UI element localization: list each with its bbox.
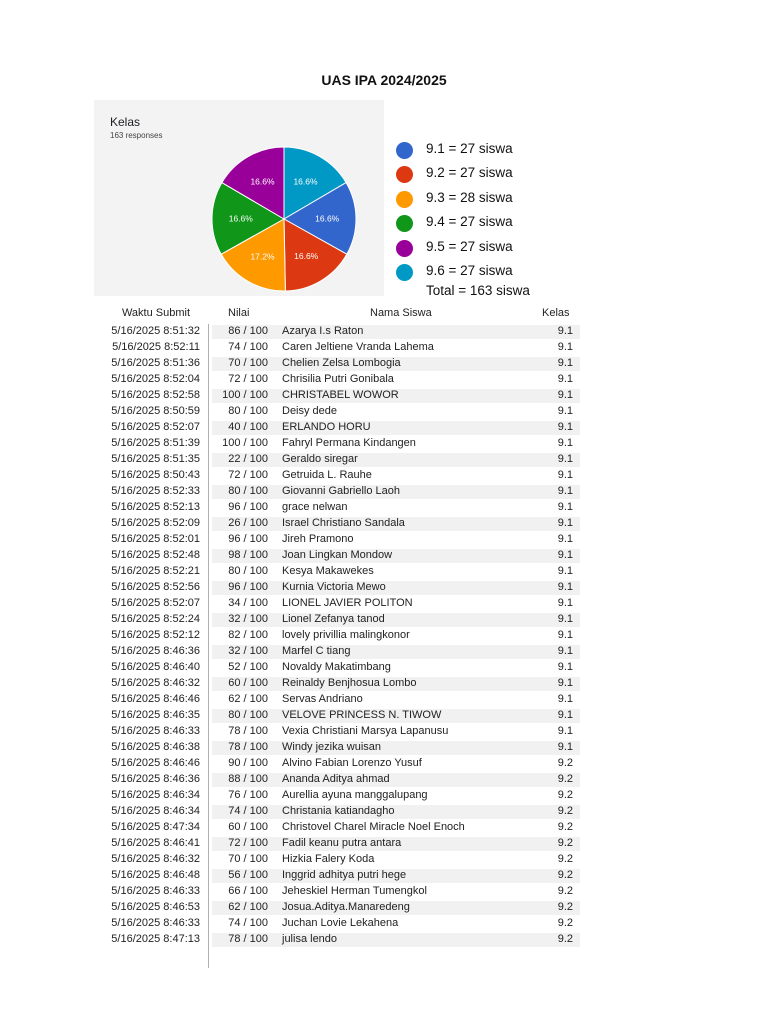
cell-nama-siswa: Hizkia Falery Koda: [282, 853, 375, 865]
cell-nilai: 62 / 100: [228, 693, 268, 705]
cell-kelas: 9.1: [557, 469, 573, 481]
cell-nama-siswa: Novaldy Makatimbang: [282, 661, 391, 673]
cell-waktu-submit: 5/16/2025 8:47:34: [111, 821, 200, 833]
table-row: [94, 516, 582, 532]
cell-nilai: 52 / 100: [228, 661, 268, 673]
cell-waktu-submit: 5/16/2025 8:52:09: [111, 517, 200, 529]
pie-label-9.4: 16.6%: [228, 213, 253, 224]
cell-nilai: 72 / 100: [228, 373, 268, 385]
cell-nilai: 90 / 100: [228, 757, 268, 769]
cell-kelas: 9.1: [557, 661, 573, 673]
cell-kelas: 9.1: [557, 373, 573, 385]
cell-nilai: 98 / 100: [228, 549, 268, 561]
cell-kelas: 9.1: [557, 581, 573, 593]
table-header: [94, 306, 582, 324]
legend-label: 9.3 = 28 siswa: [426, 189, 513, 205]
cell-waktu-submit: 5/16/2025 8:52:58: [111, 389, 200, 401]
cell-kelas: 9.1: [557, 533, 573, 545]
table-row: [94, 356, 582, 372]
cell-waktu-submit: 5/16/2025 8:46:32: [111, 677, 200, 689]
table-row: [94, 868, 582, 884]
cell-kelas: 9.1: [557, 645, 573, 657]
cell-nama-siswa: Inggrid adhitya putri hege: [282, 869, 407, 881]
cell-waktu-submit: 5/16/2025 8:51:32: [111, 325, 200, 337]
cell-waktu-submit: 5/16/2025 8:52:48: [111, 549, 200, 561]
header-kelas: Kelas: [542, 307, 570, 319]
cell-nama-siswa: Fadil keanu putra antara: [282, 837, 402, 849]
table-row: [94, 468, 582, 484]
cell-kelas: 9.2: [557, 885, 573, 897]
cell-kelas: 9.2: [557, 837, 573, 849]
table-row: [94, 324, 582, 340]
cell-nilai: 96 / 100: [228, 533, 268, 545]
legend-label: 9.4 = 27 siswa: [426, 214, 513, 230]
cell-nama-siswa: Vexia Christiani Marsya Lapanusu: [282, 725, 449, 737]
cell-nilai: 56 / 100: [228, 869, 268, 881]
cell-nama-siswa: Christania katiandagho: [282, 805, 395, 817]
chart-card-title: Kelas: [110, 115, 141, 129]
cell-kelas: 9.1: [557, 405, 573, 417]
table-row: [94, 404, 582, 420]
cell-nama-siswa: Geraldo siregar: [282, 453, 358, 465]
cell-nama-siswa: CHRISTABEL WOWOR: [282, 389, 399, 401]
cell-waktu-submit: 5/16/2025 8:46:34: [111, 789, 200, 801]
legend-item: [394, 238, 614, 262]
table-row: [94, 372, 582, 388]
table-row: [94, 740, 582, 756]
table-row: [94, 436, 582, 452]
table-row: [94, 580, 582, 596]
table-row: [94, 836, 582, 852]
pie-label-9.5: 16.6%: [250, 176, 275, 187]
cell-nilai: 78 / 100: [228, 741, 268, 753]
table-row: [94, 900, 582, 916]
chart-card-response-count: 163 responses: [110, 131, 163, 140]
cell-waktu-submit: 5/16/2025 8:46:46: [111, 757, 200, 769]
table-row: [94, 788, 582, 804]
table-row: [94, 420, 582, 436]
cell-nama-siswa: VELOVE PRINCESS N. TIWOW: [282, 709, 442, 721]
legend-swatch: [396, 240, 413, 257]
table-row: [94, 340, 582, 356]
legend-swatch: [396, 264, 413, 281]
cell-kelas: 9.1: [557, 741, 573, 753]
cell-nama-siswa: Alvino Fabian Lorenzo Yusuf: [282, 757, 422, 769]
cell-waktu-submit: 5/16/2025 8:46:53: [111, 901, 200, 913]
cell-nama-siswa: Jireh Pramono: [282, 533, 354, 545]
cell-kelas: 9.1: [557, 421, 573, 433]
form-response-chart-card: [94, 100, 384, 296]
header-nilai: Nilai: [228, 307, 250, 319]
table-row: [94, 772, 582, 788]
pie-label-9.6: 16.6%: [293, 176, 318, 187]
legend-label: 9.1 = 27 siswa: [426, 141, 513, 156]
cell-kelas: 9.2: [557, 789, 573, 801]
cell-kelas: 9.1: [557, 501, 573, 513]
cell-nama-siswa: Chrisilia Putri Gonibala: [282, 373, 394, 385]
cell-waktu-submit: 5/16/2025 8:46:40: [111, 661, 200, 673]
cell-nilai: 60 / 100: [228, 677, 268, 689]
cell-nama-siswa: Giovanni Gabriello Laoh: [282, 485, 401, 497]
table-row: [94, 484, 582, 500]
table-row: [94, 612, 582, 628]
pie-label-9.1: 16.6%: [315, 213, 340, 224]
cell-kelas: 9.1: [557, 725, 573, 737]
cell-kelas: 9.1: [557, 549, 573, 561]
cell-nama-siswa: Kesya Makawekes: [282, 565, 374, 577]
cell-kelas: 9.2: [557, 933, 573, 945]
table-row: [94, 676, 582, 692]
cell-nilai: 80 / 100: [228, 485, 268, 497]
pie-chart: [94, 100, 384, 296]
cell-nama-siswa: Jeheskiel Herman Tumengkol: [282, 885, 427, 897]
cell-waktu-submit: 5/16/2025 8:50:43: [111, 469, 200, 481]
cell-nilai: 88 / 100: [228, 773, 268, 785]
cell-nilai: 86 / 100: [228, 325, 268, 337]
pie-label-9.3: 17.2%: [250, 251, 275, 262]
cell-nilai: 80 / 100: [228, 709, 268, 721]
cell-nilai: 70 / 100: [228, 853, 268, 865]
table-row: [94, 596, 582, 612]
table-row: [94, 852, 582, 868]
cell-nama-siswa: Israel Christiano Sandala: [282, 517, 405, 529]
cell-nilai: 100 / 100: [222, 437, 268, 449]
cell-kelas: 9.2: [557, 821, 573, 833]
score-table: [94, 306, 582, 948]
table-row: [94, 884, 582, 900]
cell-nilai: 70 / 100: [228, 357, 268, 369]
cell-nilai: 60 / 100: [228, 821, 268, 833]
cell-nilai: 32 / 100: [228, 613, 268, 625]
legend-total: Total = 163 siswa: [426, 283, 530, 298]
cell-kelas: 9.1: [557, 709, 573, 721]
cell-nama-siswa: Servas Andriano: [282, 693, 363, 705]
legend-swatch: [396, 166, 413, 183]
cell-nilai: 78 / 100: [228, 933, 268, 945]
table-row: [94, 644, 582, 660]
cell-kelas: 9.2: [557, 805, 573, 817]
cell-nama-siswa: Juchan Lovie Lekahena: [282, 917, 399, 929]
header-waktu-submit: Waktu Submit: [121, 307, 190, 319]
cell-nama-siswa: grace nelwan: [282, 501, 348, 513]
cell-nama-siswa: Getruida L. Rauhe: [282, 469, 372, 481]
cell-kelas: 9.1: [557, 629, 573, 641]
table-row: [94, 916, 582, 932]
table-row: [94, 500, 582, 516]
cell-waktu-submit: 5/16/2025 8:52:56: [111, 581, 200, 593]
header-nama-siswa: Nama Siswa: [370, 307, 432, 319]
legend-swatch: [396, 215, 413, 232]
cell-nama-siswa: Josua.Aditya.Manaredeng: [282, 901, 410, 913]
cell-nilai: 96 / 100: [228, 581, 268, 593]
cell-nama-siswa: Windy jezika wuisan: [282, 741, 382, 753]
cell-nama-siswa: LIONEL JAVIER POLITON: [282, 597, 413, 609]
cell-waktu-submit: 5/16/2025 8:52:07: [111, 421, 200, 433]
cell-waktu-submit: 5/16/2025 8:52:33: [111, 485, 200, 497]
legend-label: 9.5 = 27 siswa: [426, 238, 513, 254]
cell-nama-siswa: Deisy dede: [282, 405, 338, 417]
cell-nilai: 96 / 100: [228, 501, 268, 513]
cell-kelas: 9.2: [557, 869, 573, 881]
cell-waktu-submit: 5/16/2025 8:52:24: [111, 613, 200, 625]
table-row: [94, 564, 582, 580]
cell-kelas: 9.1: [557, 597, 573, 609]
cell-nama-siswa: Reinaldy Benjhosua Lombo: [282, 677, 417, 689]
cell-waktu-submit: 5/16/2025 8:51:36: [111, 357, 200, 369]
cell-waktu-submit: 5/16/2025 8:46:33: [111, 725, 200, 737]
cell-waktu-submit: 5/16/2025 8:46:33: [111, 885, 200, 897]
cell-waktu-submit: 5/16/2025 8:51:39: [111, 437, 200, 449]
cell-nama-siswa: Christovel Charel Miracle Noel Enoch: [282, 821, 465, 833]
legend-item: [394, 213, 614, 237]
pie-label-9.2: 16.6%: [294, 251, 319, 262]
cell-nilai: 34 / 100: [228, 597, 268, 609]
table-row: [94, 692, 582, 708]
cell-nilai: 66 / 100: [228, 885, 268, 897]
cell-waktu-submit: 5/16/2025 8:51:35: [111, 453, 200, 465]
cell-nama-siswa: ERLANDO HORU: [282, 421, 371, 433]
legend-item: [394, 140, 614, 164]
cell-nilai: 80 / 100: [228, 405, 268, 417]
cell-kelas: 9.1: [557, 341, 573, 353]
cell-nilai: 40 / 100: [228, 421, 268, 433]
cell-kelas: 9.1: [557, 485, 573, 497]
cell-waktu-submit: 5/16/2025 8:46:36: [111, 645, 200, 657]
cell-nilai: 26 / 100: [228, 517, 268, 529]
cell-nama-siswa: Lionel Zefanya tanod: [282, 613, 385, 625]
cell-nilai: 76 / 100: [228, 789, 268, 801]
cell-kelas: 9.1: [557, 565, 573, 577]
cell-waktu-submit: 5/16/2025 8:46:41: [111, 837, 200, 849]
legend-swatch: [396, 191, 413, 208]
cell-nilai: 78 / 100: [228, 725, 268, 737]
table-row: [94, 932, 582, 948]
cell-nilai: 62 / 100: [228, 901, 268, 913]
cell-nilai: 74 / 100: [228, 917, 268, 929]
legend-swatch: [396, 142, 413, 159]
cell-waktu-submit: 5/16/2025 8:52:04: [111, 373, 200, 385]
cell-kelas: 9.2: [557, 853, 573, 865]
cell-waktu-submit: 5/16/2025 8:47:13: [111, 933, 200, 945]
class-legend: [394, 140, 614, 298]
cell-nama-siswa: lovely privillia malingkonor: [282, 629, 410, 641]
cell-nilai: 80 / 100: [228, 565, 268, 577]
legend-label: 9.6 = 27 siswa: [426, 262, 513, 278]
cell-waktu-submit: 5/16/2025 8:46:35: [111, 709, 200, 721]
table-row: [94, 548, 582, 564]
table-row: [94, 388, 582, 404]
table-row: [94, 452, 582, 468]
cell-nama-siswa: Fahryl Permana Kindangen: [282, 437, 416, 449]
cell-waktu-submit: 5/16/2025 8:52:12: [111, 629, 200, 641]
document-title: UAS IPA 2024/2025: [321, 72, 447, 88]
cell-waktu-submit: 5/16/2025 8:46:36: [111, 773, 200, 785]
cell-nama-siswa: Kurnia Victoria Mewo: [282, 581, 386, 593]
cell-kelas: 9.1: [557, 453, 573, 465]
cell-waktu-submit: 5/16/2025 8:46:38: [111, 741, 200, 753]
cell-nama-siswa: Aurellia ayuna manggalupang: [282, 789, 428, 801]
cell-nama-siswa: julisa lendo: [282, 933, 338, 945]
cell-waktu-submit: 5/16/2025 8:46:33: [111, 917, 200, 929]
cell-nilai: 100 / 100: [222, 389, 268, 401]
cell-kelas: 9.1: [557, 517, 573, 529]
cell-nama-siswa: Ananda Aditya ahmad: [282, 773, 390, 785]
cell-kelas: 9.1: [557, 389, 573, 401]
cell-waktu-submit: 5/16/2025 8:46:48: [111, 869, 200, 881]
table-row: [94, 532, 582, 548]
cell-nilai: 32 / 100: [228, 645, 268, 657]
cell-nilai: 82 / 100: [228, 629, 268, 641]
cell-kelas: 9.2: [557, 757, 573, 769]
cell-nama-siswa: Caren Jeltiene Vranda Lahema: [282, 341, 434, 353]
cell-nama-siswa: Joan Lingkan Mondow: [282, 549, 393, 561]
cell-waktu-submit: 5/16/2025 8:50:59: [111, 405, 200, 417]
cell-kelas: 9.1: [557, 693, 573, 705]
cell-kelas: 9.1: [557, 325, 573, 337]
cell-nilai: 74 / 100: [228, 805, 268, 817]
table-row: [94, 756, 582, 772]
cell-waktu-submit: 5/16/2025 8:46:46: [111, 693, 200, 705]
table-row: [94, 804, 582, 820]
cell-kelas: 9.1: [557, 613, 573, 625]
cell-kelas: 9.2: [557, 773, 573, 785]
cell-kelas: 9.1: [557, 357, 573, 369]
cell-waktu-submit: 5/16/2025 8:52:21: [111, 565, 200, 577]
cell-waktu-submit: 5/16/2025 8:52:07: [111, 597, 200, 609]
cell-kelas: 9.2: [557, 917, 573, 929]
cell-nama-siswa: Chelien Zelsa Lombogia: [282, 357, 401, 369]
cell-nilai: 22 / 100: [228, 453, 268, 465]
table-row: [94, 708, 582, 724]
cell-kelas: 9.1: [557, 437, 573, 449]
cell-waktu-submit: 5/16/2025 8:46:32: [111, 853, 200, 865]
cell-nama-siswa: Azarya I.s Raton: [282, 325, 364, 337]
legend-label: 9.2 = 27 siswa: [426, 165, 513, 181]
table-row: [94, 724, 582, 740]
cell-nama-siswa: Marfel C tiang: [282, 645, 351, 657]
legend-item: [394, 189, 614, 213]
column-divider: [208, 324, 209, 968]
legend-item: [394, 164, 614, 188]
cell-waktu-submit: 5/16/2025 8:52:11: [112, 341, 200, 353]
cell-kelas: 9.1: [557, 677, 573, 689]
cell-kelas: 9.2: [557, 901, 573, 913]
cell-nilai: 72 / 100: [228, 837, 268, 849]
table-row: [94, 628, 582, 644]
cell-nilai: 72 / 100: [228, 469, 268, 481]
table-row: [94, 820, 582, 836]
cell-nilai: 74 / 100: [228, 341, 268, 353]
table-row: [94, 660, 582, 676]
cell-waktu-submit: 5/16/2025 8:52:01: [111, 533, 200, 545]
cell-waktu-submit: 5/16/2025 8:52:13: [111, 501, 200, 513]
cell-waktu-submit: 5/16/2025 8:46:34: [111, 805, 200, 817]
